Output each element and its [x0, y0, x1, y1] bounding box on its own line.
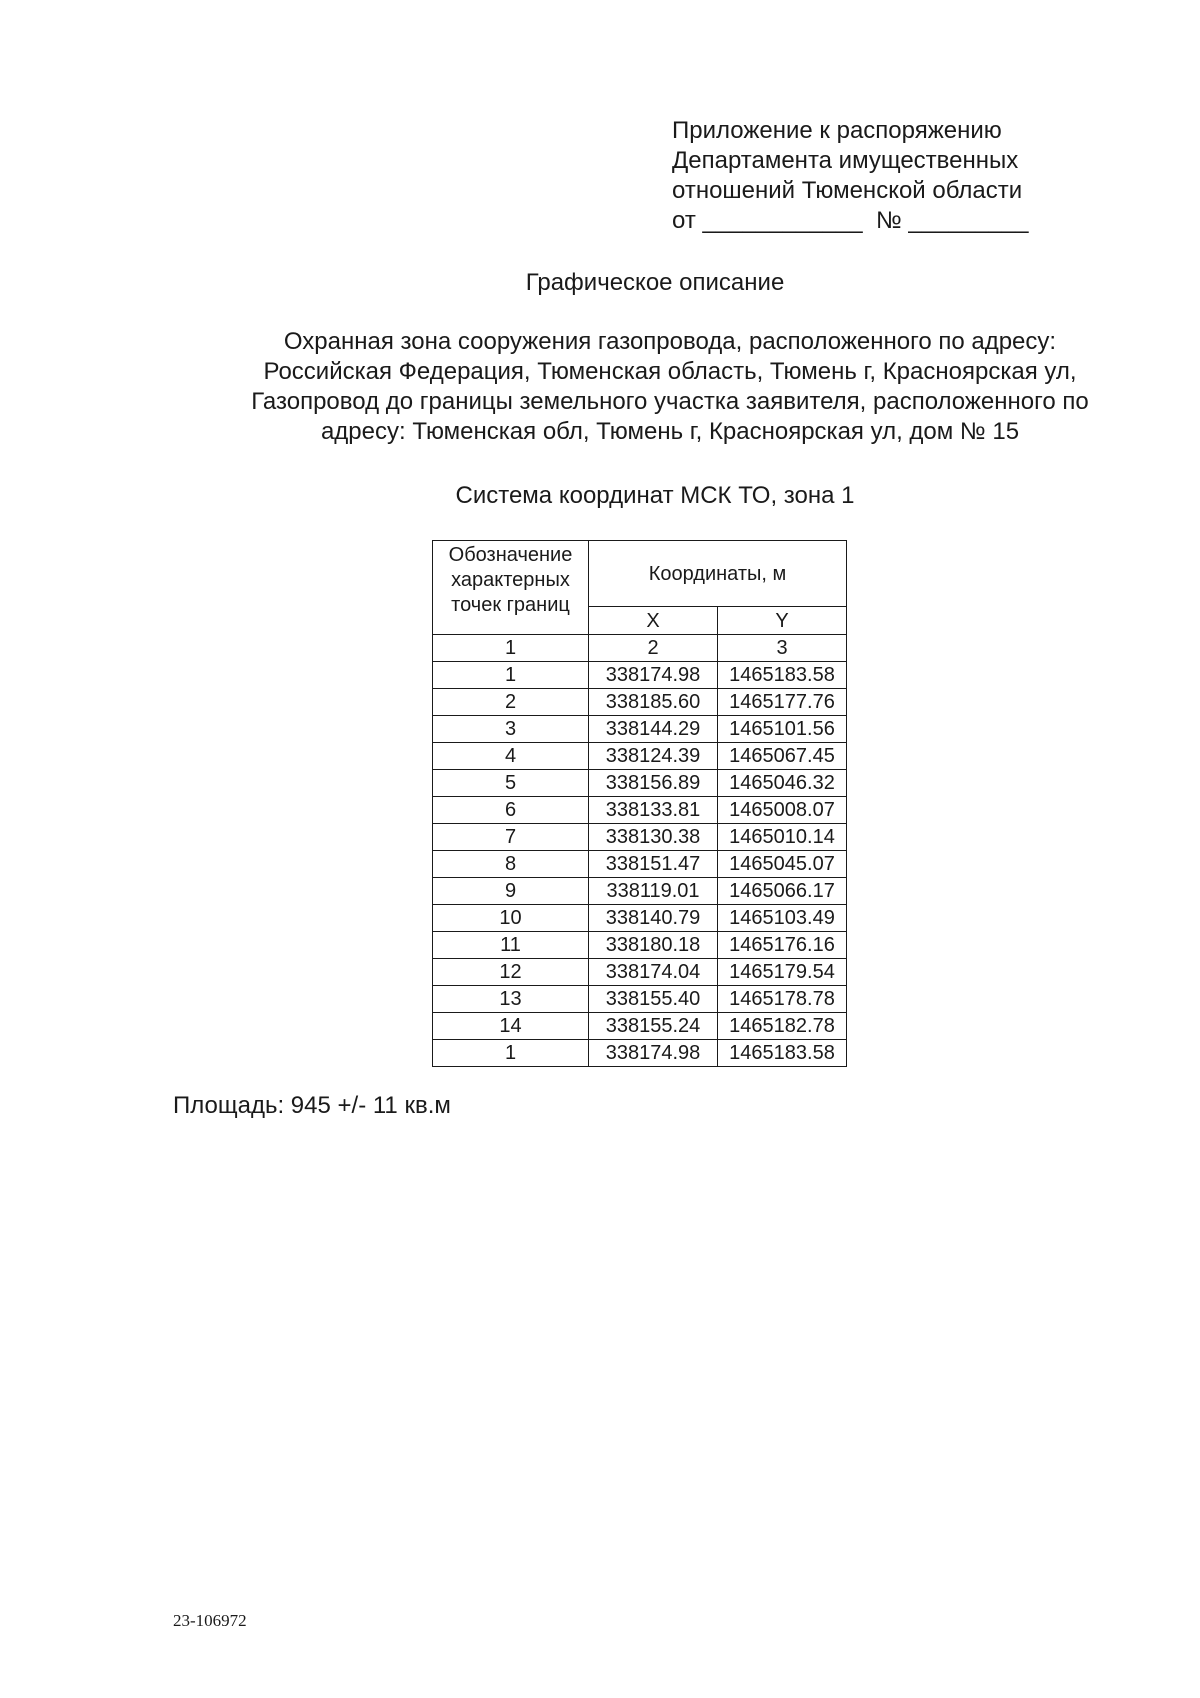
table-row [433, 959, 847, 986]
point-cell: 13 [433, 986, 589, 1013]
y-cell: 1465183.58 [718, 1040, 847, 1067]
x-cell: 338130.38 [589, 824, 718, 851]
y-cell: 1465178.78 [718, 986, 847, 1013]
point-cell: 8 [433, 851, 589, 878]
table-row [433, 905, 847, 932]
table-row [433, 1013, 847, 1040]
object-description-line: Охранная зона сооружения газопровода, расположенного по адресу: [283, 328, 1057, 355]
table-row [433, 797, 847, 824]
y-cell: 1465045.07 [718, 851, 847, 878]
table-row [433, 716, 847, 743]
point-cell: 14 [433, 1013, 589, 1040]
y-cell: 1465103.49 [718, 905, 847, 932]
document-number: 23-106972 [173, 1611, 247, 1630]
y-cell: 1465067.45 [718, 743, 847, 770]
coordinates-table [432, 540, 847, 1067]
x-cell: 338174.04 [589, 959, 718, 986]
point-cell: 1 [433, 1040, 589, 1067]
point-cell: 9 [433, 878, 589, 905]
y-cell: 1465008.07 [718, 797, 847, 824]
object-description-line: Газопровод до границы земельного участка заявителя, расположенного по [251, 388, 1089, 415]
table-row [433, 851, 847, 878]
x-cell: 338156.89 [589, 770, 718, 797]
point-cell: 4 [433, 743, 589, 770]
table-row [433, 932, 847, 959]
appendix-line: Департамента имущественных [672, 147, 1019, 174]
column-number: 3 [718, 635, 847, 662]
table-row [433, 743, 847, 770]
x-cell: 338180.18 [589, 932, 718, 959]
x-cell: 338185.60 [589, 689, 718, 716]
x-cell: 338155.24 [589, 1013, 718, 1040]
point-cell: 6 [433, 797, 589, 824]
table-row [433, 1040, 847, 1067]
appendix-line: Приложение к распоряжению [672, 117, 1002, 144]
y-cell: 1465179.54 [718, 959, 847, 986]
x-cell: 338144.29 [589, 716, 718, 743]
y-cell: 1465101.56 [718, 716, 847, 743]
table-row [433, 662, 847, 689]
y-cell: 1465177.76 [718, 689, 847, 716]
x-cell: 338174.98 [589, 1040, 718, 1067]
point-cell: 2 [433, 689, 589, 716]
x-cell: 338133.81 [589, 797, 718, 824]
x-cell: 338174.98 [589, 662, 718, 689]
y-cell: 1465046.32 [718, 770, 847, 797]
area-label: Площадь: 945 +/- 11 кв.м [173, 1092, 451, 1119]
header-coordinates: Координаты, м [589, 541, 847, 607]
coordinate-system-label: Система координат МСК ТО, зона 1 [455, 482, 855, 509]
appendix-date-number-line: от ____________ № _________ [672, 207, 1029, 234]
table-row [433, 878, 847, 905]
point-cell: 10 [433, 905, 589, 932]
table-row [433, 824, 847, 851]
document-title: Графическое описание [525, 269, 785, 296]
y-cell: 1465182.78 [718, 1013, 847, 1040]
object-description-line: Российская Федерация, Тюменская область, Тюмень г, Красноярская ул, [263, 358, 1077, 385]
y-cell: 1465183.58 [718, 662, 847, 689]
column-number: 1 [433, 635, 589, 662]
appendix-block [672, 116, 1029, 236]
table-column-number-row [433, 635, 847, 662]
point-cell: 7 [433, 824, 589, 851]
table-header-row [433, 541, 847, 607]
y-cell: 1465010.14 [718, 824, 847, 851]
table-row [433, 986, 847, 1013]
x-cell: 338140.79 [589, 905, 718, 932]
header-y: Y [718, 607, 847, 635]
x-cell: 338151.47 [589, 851, 718, 878]
point-cell: 5 [433, 770, 589, 797]
point-cell: 12 [433, 959, 589, 986]
object-description-line: адресу: Тюменская обл, Тюмень г, Красноярская ул, дом № 15 [320, 418, 1020, 445]
point-cell: 1 [433, 662, 589, 689]
y-cell: 1465176.16 [718, 932, 847, 959]
x-cell: 338155.40 [589, 986, 718, 1013]
object-description [180, 327, 1160, 447]
y-cell: 1465066.17 [718, 878, 847, 905]
table-row [433, 770, 847, 797]
header-x: X [589, 607, 718, 635]
x-cell: 338124.39 [589, 743, 718, 770]
point-cell: 11 [433, 932, 589, 959]
x-cell: 338119.01 [589, 878, 718, 905]
column-number: 2 [589, 635, 718, 662]
header-point-designation: Обозначение характерных точек границ [433, 541, 589, 635]
coordinates-table-body [433, 541, 847, 1067]
table-row [433, 689, 847, 716]
appendix-line: отношений Тюменской области [672, 177, 1023, 204]
point-cell: 3 [433, 716, 589, 743]
